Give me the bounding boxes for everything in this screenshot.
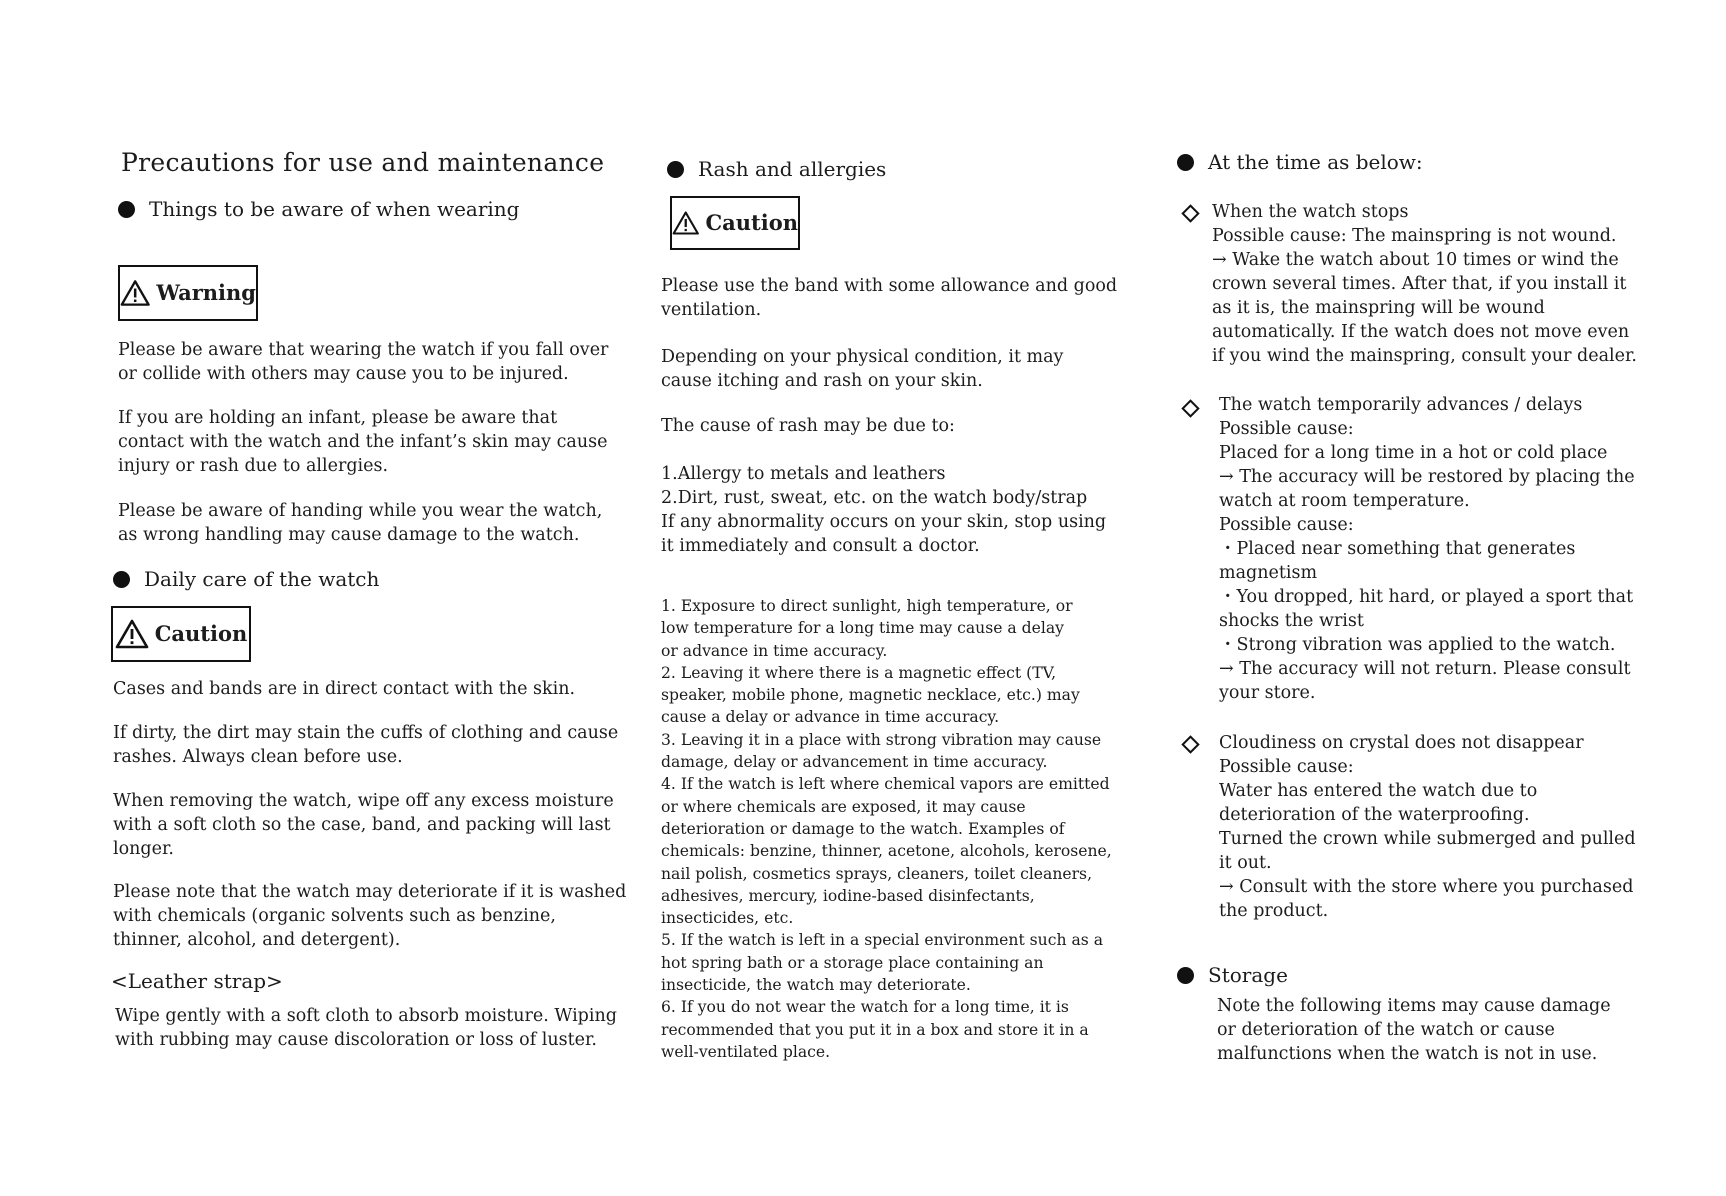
warning-triangle-icon: [120, 278, 150, 308]
item-heading: Cloudiness on crystal does not disappear: [1219, 733, 1584, 753]
warning-paragraph: If you are holding an infant, please be aware that contact with the watch and the infant’s skin may cause injury or rash due to allergies.: [118, 408, 608, 476]
section-heading-rash: [667, 156, 886, 182]
caution-label: Caution: [154, 621, 248, 646]
rash-paragraph: The cause of rash may be due to:: [661, 416, 955, 436]
bullet-dot: [1177, 154, 1194, 171]
warning-label: Warning: [156, 280, 256, 305]
warning-triangle-icon: [115, 619, 149, 649]
section-heading-wearing: [118, 196, 519, 222]
diamond-bullet-icon: [1181, 204, 1199, 222]
rash-paragraph: Please use the band with some allowance and good ventilation.: [661, 276, 1118, 320]
numbered-notes: 1. Exposure to direct sunlight, high temperature, or low temperature for a long time may cause a delay or advance in time accuracy. 2. Leaving it where there is a magnetic effect (TV, speaker, mobile phone, magnetic necklace, etc.) may cause a delay or advance in time accuracy. 3. Leaving it in a place with strong vibration may cause damage, delay or advancement in time accuracy. 4. If the watch is left where chemical vapors are emitted or where chemicals are exposed, it may cause deterioration or damage to the watch. Examples of chemicals: benzine, thinner, acetone, alcohols, kerosene, nail polish, cosmetics sprays, cleaners, toilet cleaners, adhesives, mercury, iodine-based disinfectants, insecticides, etc. 5. If the watch is left in a special environment such as a hot spring bath or a storage place containing an insecticide, the watch may deteriorate. 6. If you do not wear the watch for a long time, it is recommended that you put it in a box and store it in a well-ventilated place.: [661, 597, 1112, 1061]
section-heading-label: Daily care of the watch: [144, 567, 380, 591]
storage-text: Note the following items may cause damage or deterioration of the watch or cause malfunctions when the watch is not in use.: [1217, 996, 1611, 1064]
diamond-bullet-icon: [1181, 735, 1199, 753]
warning-box: [118, 265, 258, 321]
warning-paragraph: Please be aware that wearing the watch if you fall over or collide with others may cause you to be injured.: [118, 340, 609, 384]
caution-paragraph: Cases and bands are in direct contact with the skin.: [113, 679, 576, 699]
leather-strap-text: Wipe gently with a soft cloth to absorb moisture. Wiping with rubbing may cause discoloration or loss of luster.: [115, 1006, 617, 1050]
leather-strap-heading: <Leather strap>: [111, 969, 283, 993]
bullet-dot: [667, 161, 684, 178]
item-body: Possible cause: Water has entered the watch due to deterioration of the waterproofing. Turned the crown while submerged and pulled it out. → Consult with the store where you purchased the product.: [1219, 757, 1636, 921]
caution-label: Caution: [705, 210, 798, 235]
warning-triangle-icon: [672, 208, 699, 238]
bullet-dot: [1177, 967, 1194, 984]
rash-paragraph: 1.Allergy to metals and leathers 2.Dirt, rust, sweat, etc. on the watch body/strap If any abnormality occurs on your skin, stop using it immediately and consult a doctor.: [661, 464, 1107, 556]
section-heading-storage: [1177, 962, 1288, 988]
warning-paragraph: Please be aware of handing while you wear the watch, as wrong handling may cause damage to the watch.: [118, 501, 603, 545]
section-heading-label: Storage: [1208, 963, 1288, 987]
section-heading-daily-care: [113, 566, 379, 592]
page-title: Precautions for use and maintenance: [121, 148, 605, 177]
item-heading: The watch temporarily advances / delays: [1219, 395, 1583, 415]
section-heading-time: [1177, 149, 1423, 175]
item-body: Possible cause: The mainspring is not wound. → Wake the watch about 10 times or wind the crown several times. After that, if you install it as it is, the mainspring will be wound automatically. If the watch does not move even if you wind the mainspring, consult your dealer.: [1212, 226, 1637, 366]
bullet-dot: [113, 571, 130, 588]
caution-box: [111, 606, 251, 662]
item-heading: When the watch stops: [1212, 202, 1409, 222]
caution-paragraph: If dirty, the dirt may stain the cuffs of clothing and cause rashes. Always clean before use.: [113, 723, 619, 767]
caution-paragraph: When removing the watch, wipe off any excess moisture with a soft cloth so the case, band, and packing will last longer.: [113, 791, 614, 859]
item-body: Possible cause: Placed for a long time in a hot or cold place → The accuracy will be restored by placing the watch at room temperature. Possible cause: ・Placed near something that generates magnetism ・You dropped, hit hard, or played a sport that shocks the wrist ・Strong vibration was applied to the watch. → The accuracy will not return. Please consult your store.: [1219, 419, 1635, 703]
caution-paragraph: Please note that the watch may deteriorate if it is washed with chemicals (organic solvents such as benzine, thinner, alcohol, and detergent).: [113, 882, 627, 950]
section-heading-label: At the time as below:: [1208, 150, 1423, 174]
rash-paragraph: Depending on your physical condition, it may cause itching and rash on your skin.: [661, 347, 1064, 391]
bullet-dot: [118, 201, 135, 218]
diamond-bullet-icon: [1181, 399, 1199, 417]
caution-box: [670, 196, 800, 250]
section-heading-label: Rash and allergies: [698, 157, 887, 181]
section-heading-label: Things to be aware of when wearing: [149, 197, 520, 221]
